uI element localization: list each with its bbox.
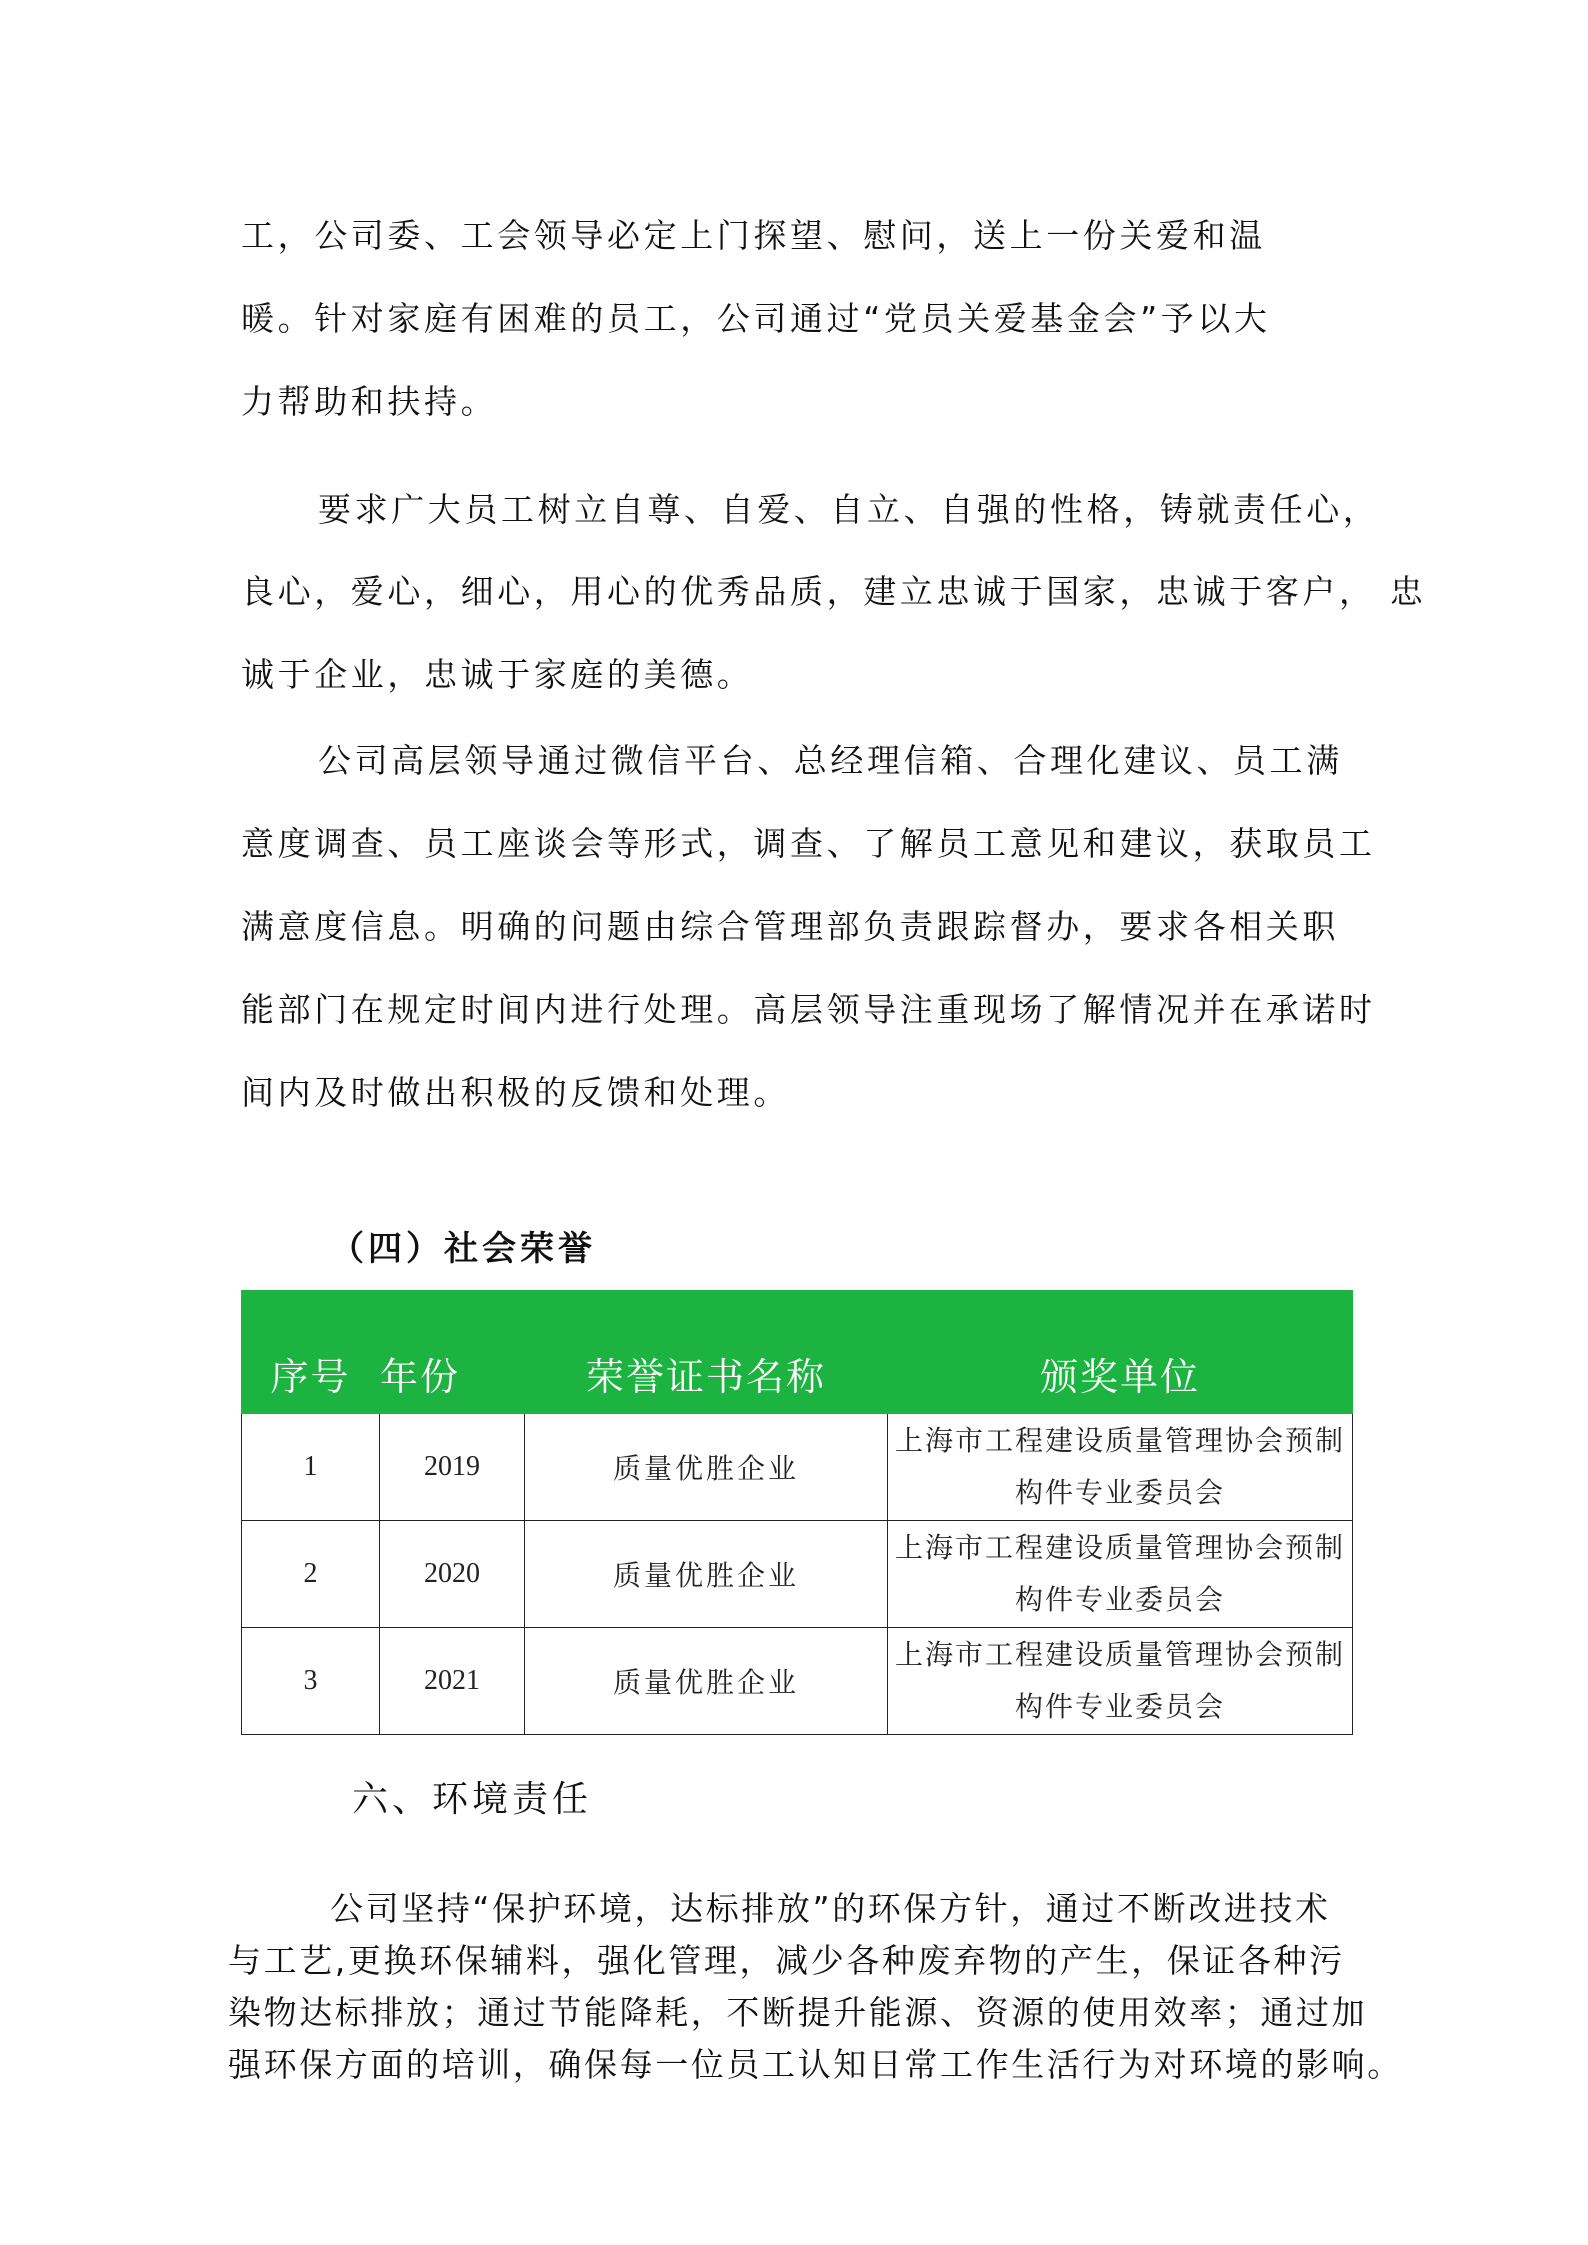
text-line: 意度调查、员工座谈会等形式，调查、了解员工意见和建议，获取员工 (241, 824, 1376, 863)
unit-line: 构件专业委员会 (1014, 1690, 1225, 1723)
text-line: 满意度信息。明确的问题由综合管理部负责跟踪督办，要求各相关职 (241, 907, 1339, 946)
text-line: 强环保方面的培训，确保每一位员工认知日常工作生活行为对环境的影响。 (228, 2045, 1403, 2084)
text-line: 染物达标排放；通过节能降耗，不断提升能源、资源的使用效率；通过加 (228, 1993, 1368, 2032)
section-title-environment: 六、环境责任 (352, 1779, 593, 1820)
text-line: 间内及时做出积极的反馈和处理。 (241, 1073, 790, 1112)
table-row (242, 1628, 1353, 1735)
text-line: 力帮助和扶持。 (241, 382, 498, 421)
honors-table (241, 1290, 1353, 1735)
cell-year: 2021 (380, 1628, 525, 1735)
unit-line: 构件专业委员会 (1014, 1476, 1225, 1509)
unit-line: 构件专业委员会 (1014, 1583, 1225, 1616)
text-line: 暖。针对家庭有困难的员工，公司通过“党员关爱基金会”予以大 (241, 299, 1271, 338)
text-line: 工，公司委、工会领导必定上门探望、慰问，送上一份关爱和温 (241, 216, 1266, 255)
cell-year: 2019 (380, 1414, 525, 1521)
cell-unit (888, 1414, 1353, 1521)
section-title-honors: （四）社会荣誉 (330, 1229, 596, 1269)
cell-no: 2 (242, 1521, 380, 1628)
header-no: 序号 (242, 1291, 380, 1414)
header-name: 荣誉证书名称 (525, 1291, 888, 1414)
unit-line: 上海市工程建设质量管理协会预制 (894, 1531, 1345, 1564)
cell-unit (888, 1628, 1353, 1735)
text-line: 良心，爱心，细心，用心的优秀品质，建立忠诚于国家，忠诚于客户， 忠 (241, 572, 1427, 611)
cell-name: 质量优胜企业 (525, 1521, 888, 1628)
cell-no: 1 (242, 1414, 380, 1521)
table-row (242, 1521, 1353, 1628)
cell-year: 2020 (380, 1521, 525, 1628)
text-line: 诚于企业，忠诚于家庭的美德。 (241, 655, 754, 694)
unit-line: 上海市工程建设质量管理协会预制 (894, 1638, 1345, 1671)
unit-line: 上海市工程建设质量管理协会预制 (894, 1424, 1345, 1457)
table-header-row (242, 1291, 1353, 1414)
cell-name: 质量优胜企业 (525, 1628, 888, 1735)
header-unit: 颁奖单位 (888, 1291, 1353, 1414)
table-row (242, 1414, 1353, 1521)
cell-name: 质量优胜企业 (525, 1414, 888, 1521)
cell-unit (888, 1521, 1353, 1628)
text-line: 公司坚持“保护环境，达标排放”的环保方针，通过不断改进技术 (330, 1889, 1331, 1928)
text-line: 能部门在规定时间内进行处理。高层领导注重现场了解情况并在承诺时 (241, 990, 1376, 1029)
cell-no: 3 (242, 1628, 380, 1735)
text-line: 公司高层领导通过微信平台、总经理信箱、合理化建议、员工满 (318, 741, 1343, 780)
text-line: 要求广大员工树立自尊、自爱、自立、自强的性格，铸就责任心， (318, 490, 1380, 529)
text-line: 与工艺,更换环保辅料，强化管理，减少各种废弃物的产生，保证各种污 (228, 1941, 1345, 1980)
header-year: 年份 (380, 1291, 525, 1414)
